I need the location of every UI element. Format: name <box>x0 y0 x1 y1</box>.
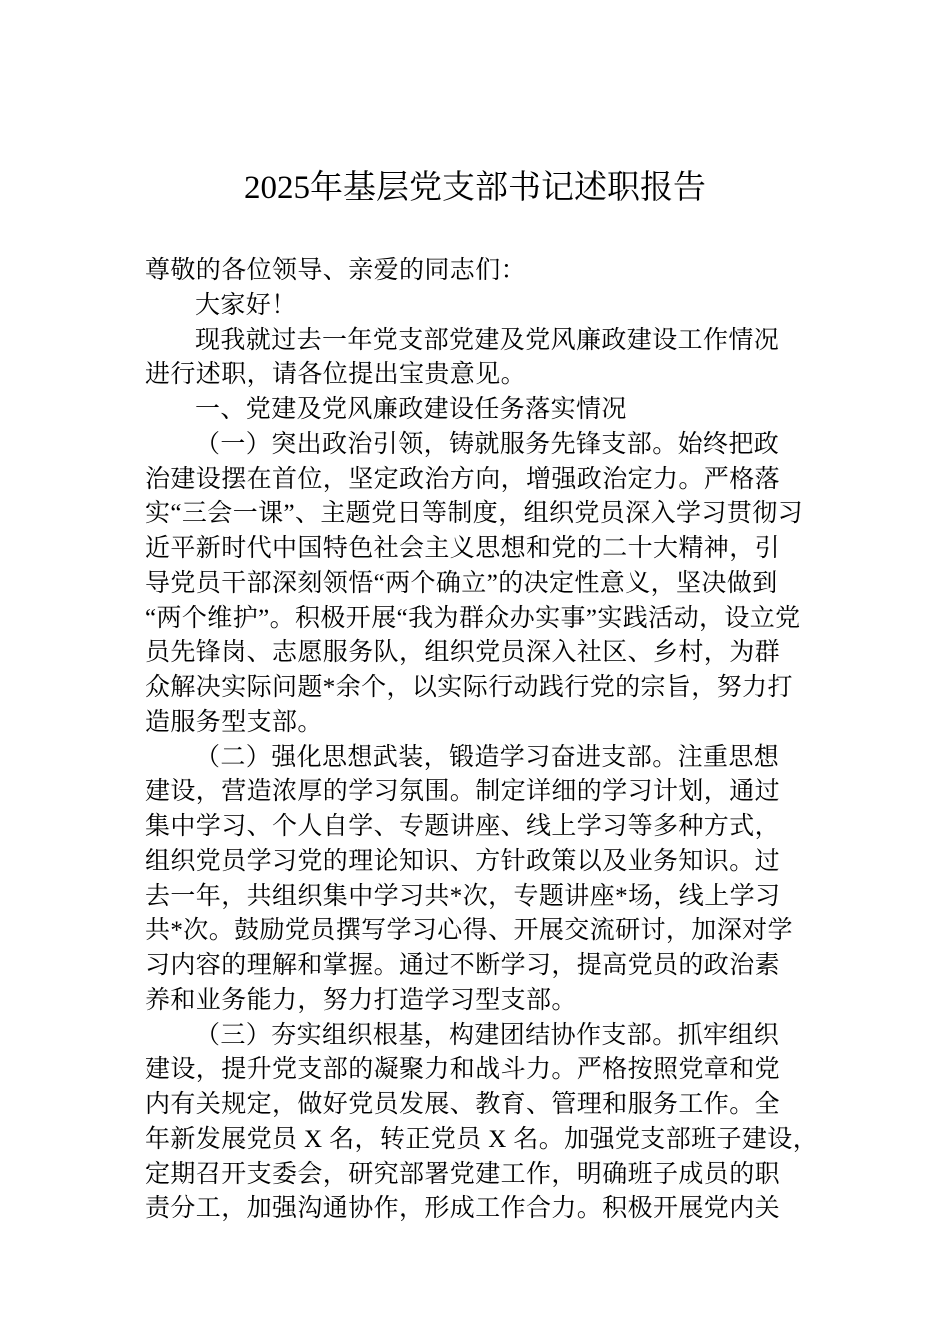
text-line: 造服务型支部。 <box>145 708 323 736</box>
text-line: 导党员干部深刻领悟“两个确立”的决定性意义，坚决做到 <box>145 569 778 597</box>
text-line: 尊敬的各位领导、亲爱的同志们： <box>145 257 527 284</box>
text-line: 近平新时代中国特色社会主义思想和党的二十大精神，引 <box>145 535 781 562</box>
text-line: 建设，营造浓厚的学习氛围。制定详细的学习计划，通过 <box>145 778 781 806</box>
document-body <box>145 254 825 1227</box>
text-line: （二）强化思想武装，锻造学习奋进支部。注重思想 <box>195 743 780 771</box>
text-line: 治建设摆在首位，坚定政治方向，增强政治定力。严格落 <box>145 465 781 493</box>
text-line: 去一年，共组织集中学习共*次，专题讲座*场，线上学习 <box>145 882 781 910</box>
text-line: 建设，提升党支部的凝聚力和战斗力。严格按照党章和党 <box>145 1056 781 1084</box>
text-line: 责分工，加强沟通协作，形成工作合力。积极开展党内关 <box>145 1195 781 1223</box>
text-line: 习内容的理解和掌握。通过不断学习，提高党员的政治素 <box>145 952 781 979</box>
text-line: 养和业务能力，努力打造学习型支部。 <box>145 986 577 1014</box>
text-line: 内有关规定，做好党员发展、教育、管理和服务工作。全 <box>145 1091 781 1118</box>
text-line: 一、党建及党风廉政建设任务落实情况 <box>195 396 627 423</box>
text-line: 大家好！ <box>195 291 297 319</box>
text-line: 共*次。鼓励党员撰写学习心得、开展交流研讨，加深对学 <box>145 917 793 945</box>
text-line: 组织党员学习党的理论知识、方针政策以及业务知识。过 <box>145 847 781 875</box>
text-line: 定期召开支委会，研究部署党建工作，明确班子成员的职 <box>145 1160 781 1188</box>
text-line: 实“三会一课”、主题党日等制度，组织党员深入学习贯彻习 <box>145 500 803 528</box>
text-line: 年新发展党员 X 名，转正党员 X 名。加强党支部班子建设， <box>145 1125 819 1153</box>
text-line: （一）突出政治引领，铸就服务先锋支部。始终把政 <box>195 430 780 458</box>
text-line: 进行述职，请各位提出宝贵意见。 <box>145 361 527 389</box>
text-line: 现我就过去一年党支部党建及党风廉政建设工作情况 <box>195 326 780 354</box>
text-line: “两个维护”。积极开展“我为群众办实事”实践活动，设立党 <box>145 604 801 632</box>
document-title: 2025年基层党支部书记述职报告 <box>244 170 706 206</box>
text-line: （三）夯实组织根基，构建团结协作支部。抓牢组织 <box>195 1021 780 1049</box>
text-line: 员先锋岗、志愿服务队，组织党员深入社区、乡村，为群 <box>145 639 781 667</box>
text-line: 众解决实际问题*余个，以实际行动践行党的宗旨，努力打 <box>145 674 793 701</box>
text-line: 集中学习、个人自学、专题讲座、线上学习等多种方式， <box>145 813 781 840</box>
